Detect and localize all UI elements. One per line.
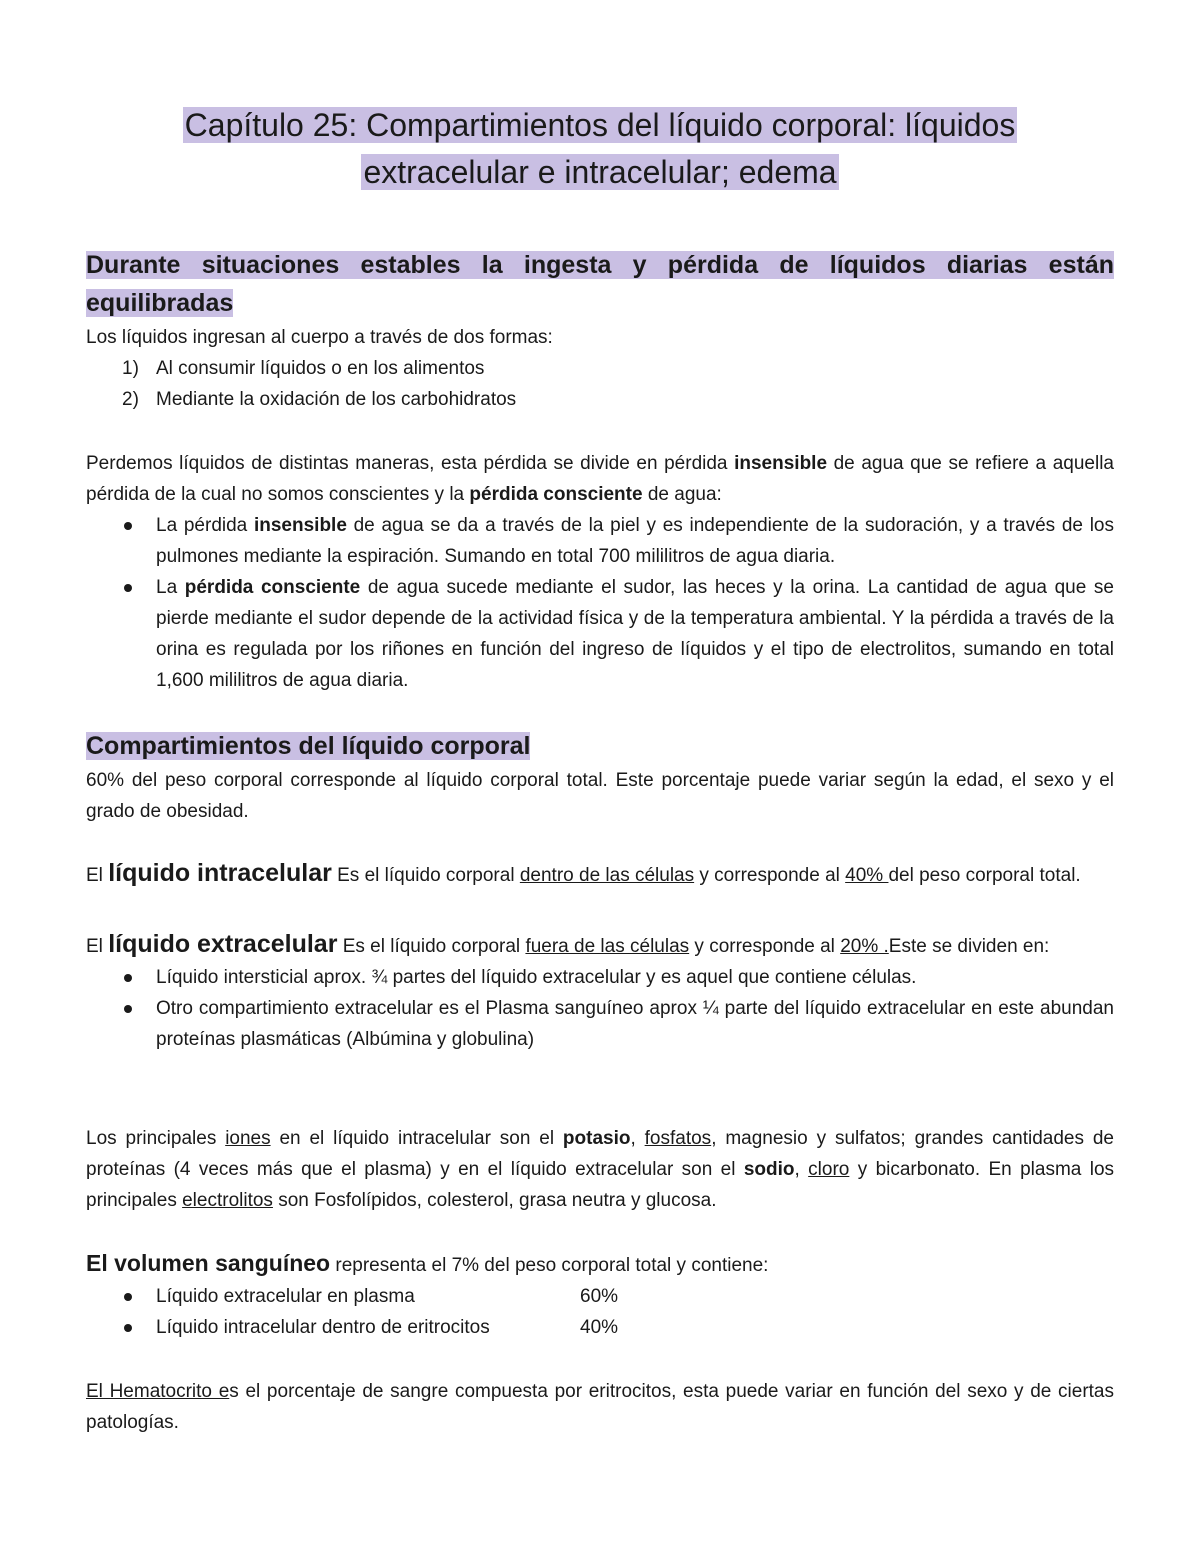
list-item: 2) Mediante la oxidación de los carbohidratos <box>122 389 517 410</box>
title-line-1: Capítulo 25: Compartimientos del líquido corporal: líquidos <box>184 107 1016 143</box>
section-heading: Durante situaciones estables la ingesta y pérdida de líquidos diarias están <box>86 251 1114 279</box>
section-compartments <box>86 727 1114 827</box>
list-item: Líquido intracelular dentro de eritrocitos 40% <box>86 1312 1114 1343</box>
list-item: Líquido extracelular en plasma 60% <box>86 1281 1114 1312</box>
compartments-intro: 60% del peso corporal corresponde al líquido corporal total. Este porcentaje puede variar según la edad, el sexo y el grado de obesidad. <box>86 770 1114 822</box>
list-item: La pérdida insensible de agua se da a través de la piel y es independiente de la sudoración, y a través de los pulmones mediante la espiración. Sumando en total 700 mililitros de agua diaria. <box>86 510 1114 572</box>
section-balance <box>86 246 1114 415</box>
list-item: 1) Al consumir líquidos o en los alimentos <box>122 358 485 379</box>
intake-list <box>86 353 1114 415</box>
blood-volume-term: El volumen sanguíneo <box>86 1250 331 1276</box>
title-line-2: extracelular e intracelular; edema <box>363 154 837 190</box>
list-item: La pérdida consciente de agua sucede mediante el sudor, las heces y la orina. La cantidad de agua que se pierde mediante el sudor depende de la actividad física y de la temperatura ambiental. Y la pérdida a través de la orina es regulada por los riñones en función del ingreso de líquidos y el tipo de electrolitos, sumando en total 1,600 mililitros de agua diaria. <box>86 572 1114 696</box>
blood-volume-section: El volumen sanguíneo representa el 7% del peso corporal total y contiene: Líquido extracelular en plasma 60% Líquido intracelular dentro de eritrocitos 40% <box>86 1248 1114 1343</box>
loss-list <box>86 510 1114 696</box>
list-item: Líquido intersticial aprox. ¾ partes del líquido extracelular y es aquel que contiene células. <box>86 962 1114 993</box>
intracellular-paragraph: El líquido intracelular Es el líquido corporal dentro de las células y corresponde al 40% del peso corporal total. <box>86 859 1081 887</box>
extracellular-paragraph: El líquido extracelular Es el líquido corporal fuera de las células y corresponde al 20% .Este se dividen en: Líquido intersticial aprox. ¾ partes del líquido extracelular y es aquel que contiene células. Otro compartimiento extracelular es el Plasma sanguíneo aprox ¼ parte del líquido extracelular en este abundan proteínas plasmáticas (Albúmina y globulina) <box>86 929 1114 1055</box>
blood-volume-list <box>86 1281 1114 1343</box>
extracellular-list <box>86 962 1114 1055</box>
list-item: Otro compartimiento extracelular es el Plasma sanguíneo aprox ¼ parte del líquido extracelular en este abundan proteínas plasmáticas (Albúmina y globulina) <box>86 993 1114 1055</box>
intro-text: Los líquidos ingresan al cuerpo a través de dos formas: <box>86 327 553 348</box>
loss-paragraph: Perdemos líquidos de distintas maneras, esta pérdida se divide en pérdida insensible de agua que se refiere a aquella pérdida de la cual no somos conscientes y la pérdida consciente de agua: La pérdida insensible de agua se da a través de la piel y es independiente de la sudoración, y a través de los pulmones mediante la espiración. Sumando en total 700 mililitros de agua diaria. La pérdida consciente de agua sucede mediante el sudor, las heces y la orina. La cantidad de agua que se pierde mediante el sudor depende de la actividad física y de la temperatura ambiental. Y la pérdida a través de la orina es regulada por los riñones en función del ingreso de líquidos y el tipo de electrolitos, sumando en total 1,600 mililitros de agua diaria. <box>86 448 1114 696</box>
hematocrit-paragraph: El Hematocrito es el porcentaje de sangre compuesta por eritrocitos, esta puede variar en función del sexo y de ciertas patologías. <box>86 1381 1114 1433</box>
ions-paragraph: Los principales iones en el líquido intracelular son el potasio, fosfatos, magnesio y sulfatos; grandes cantidades de proteínas (4 veces más que el plasma) y en el líquido extracelular son el sodio, cloro y bicarbonato. En plasma los principales electrolitos son Fosfolípidos, colesterol, grasa neutra y glucosa. <box>86 1128 1115 1211</box>
section-heading: Compartimientos del líquido corporal <box>86 732 531 760</box>
section-heading-cont: equilibradas <box>86 289 234 317</box>
chapter-title <box>86 102 1114 196</box>
